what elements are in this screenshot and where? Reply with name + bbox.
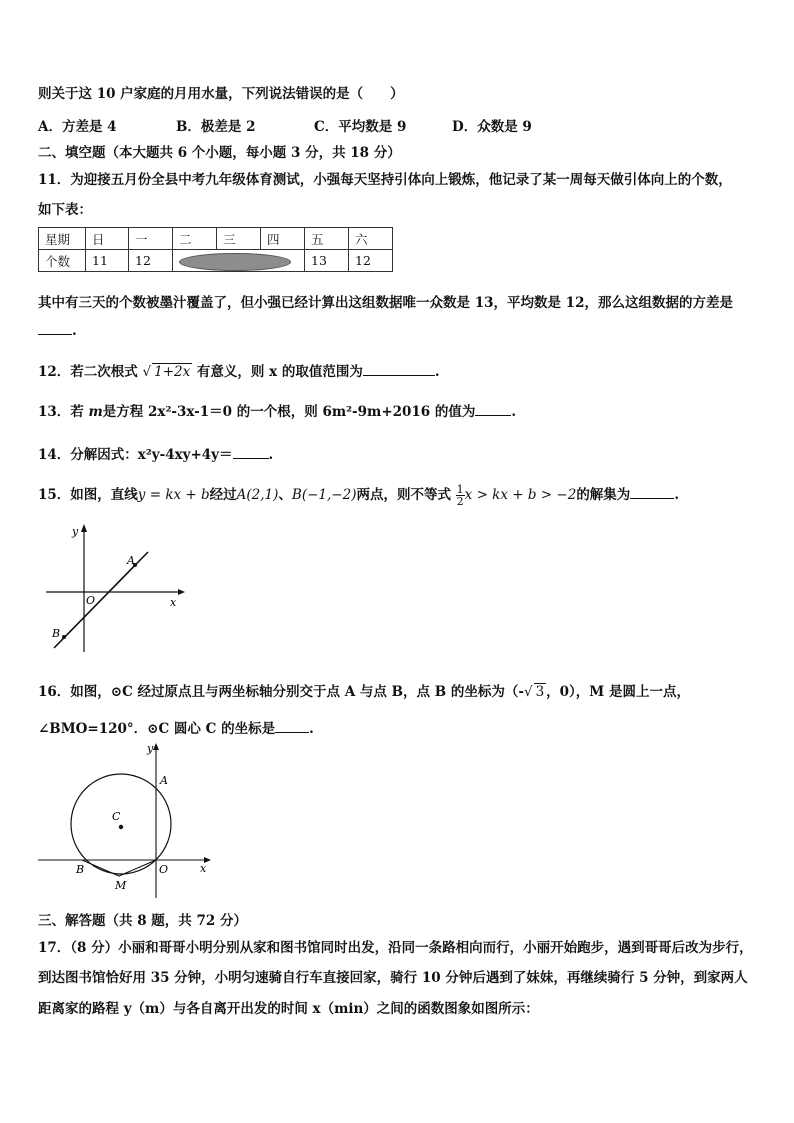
q16-line-1: 16．如图，⊙C 经过原点且与两坐标轴分别交于点 A 与点 B，点 B 的坐标为（-√ 3 ，0），M 是圆上一点，: [38, 684, 690, 700]
ink-blot-cell: [173, 250, 305, 272]
answer-blank: [475, 403, 511, 416]
point-b: [62, 635, 66, 639]
q17-line-2: 到达图书馆恰好用 35 分钟，小明匀速骑自行车直接回家，骑行 10 分钟后遇到了妹妹，再继续骑行 5 分钟，到家两人: [38, 970, 748, 986]
center-c: [119, 825, 123, 829]
point-a-label: A: [127, 554, 135, 567]
q11-line-2: 如下表：: [38, 202, 92, 218]
answer-blank: [630, 486, 674, 499]
table-cell: 个数: [39, 250, 86, 272]
q10-option-b: B．极差是 2: [176, 119, 256, 135]
q15-figure: [38, 518, 188, 658]
x-axis-arrow-icon: [178, 589, 185, 595]
q11-line-3: 其中有三天的个数被墨汁覆盖了，但小强已经计算出这组数据唯一众数是 13，平均数是 12，那么这组数据的方差是: [38, 295, 733, 311]
section-2-title: 二、填空题（本大题共 6 个小题，每小题 3 分，共 18 分）: [38, 145, 401, 161]
table-cell: 11: [86, 250, 129, 272]
x-label: x: [200, 862, 207, 875]
section-3-title: 三、解答题（共 8 题，共 72 分）: [38, 913, 247, 929]
q16-line-2: ∠BMO=120°．⊙C 圆心 C 的坐标是 .: [38, 721, 314, 737]
q10-option-a: A．方差是 4: [38, 119, 117, 135]
table-row-values: [39, 250, 393, 272]
y-axis-arrow-icon: [153, 743, 159, 750]
table-cell: 13: [305, 250, 349, 272]
ink-blot: [179, 253, 291, 271]
table-cell: 一: [129, 228, 173, 250]
q10-option-c: C．平均数是 9: [314, 119, 407, 135]
table-cell: 五: [305, 228, 349, 250]
q17-line-1: 17．（8 分）小丽和哥哥小明分别从家和图书馆同时出发，沿同一条路相向而行，小丽开始跑步，遇到哥哥后改为步行，: [38, 940, 753, 956]
table-cell: 四: [261, 228, 305, 250]
fraction: $\frac{1}{2}$: [456, 483, 464, 508]
x-label: x: [170, 596, 177, 609]
origin-label: O: [86, 594, 96, 607]
point-b-label: B: [52, 627, 61, 640]
y-axis-arrow-icon: [81, 524, 87, 532]
table-cell: 二: [173, 228, 217, 250]
table-cell: 12: [349, 250, 393, 272]
table-row-header: [39, 228, 393, 250]
q12-radicand: 1+2x: [154, 364, 191, 380]
q11-line-4: .: [38, 322, 77, 339]
y-label: y: [147, 742, 154, 755]
point-b-label: B: [76, 863, 85, 876]
point-m-label: M: [115, 879, 127, 892]
q17-line-3: 距离家的路程 y（m）与各自离开出发的时间 x（min）之间的函数图象如图所示：: [38, 1001, 539, 1017]
origin-label: O: [159, 863, 169, 876]
y-label: y: [72, 525, 79, 538]
q10-stem: 则关于这 10 户家庭的月用水量，下列说法错误的是（ ）: [38, 86, 404, 102]
table-cell: 12: [129, 250, 173, 272]
q10-option-d: D．众数是 9: [452, 119, 532, 135]
q15-line: 15．如图，直线y = kx + b经过A(2,1)、B(−1,−2)两点，则不等式 $\frac{1}{2}$ x > kx + b > −2的解集为 .: [38, 483, 680, 508]
point-a-label: A: [160, 774, 168, 787]
answer-blank: [275, 720, 309, 733]
answer-blank: [38, 322, 72, 335]
point-c-label: C: [112, 810, 121, 823]
q14-line: 14．分解因式：x²y-4xy+4y＝ .: [38, 447, 274, 463]
answer-blank: [233, 446, 269, 459]
q16-figure: [36, 740, 216, 900]
q12-line: 12．若二次根式 √ 1+2x 有意义，则 x 的取值范围为 .: [38, 364, 440, 380]
table-cell: 日: [86, 228, 129, 250]
answer-blank: [363, 363, 435, 376]
q11-table: [38, 227, 393, 272]
q13-line: 13．若 m是方程 2x²-3x-1＝0 的一个根，则 6m²-9m+2016 的值为 .: [38, 404, 517, 420]
table-cell: 三: [217, 228, 261, 250]
table-cell: 星期: [39, 228, 86, 250]
q11-line-1: 11．为迎接五月份全县中考九年级体育测试，小强每天坚持引体向上锻炼，他记录了某一周每天做引体向上的个数，: [38, 172, 732, 188]
table-cell: 六: [349, 228, 393, 250]
